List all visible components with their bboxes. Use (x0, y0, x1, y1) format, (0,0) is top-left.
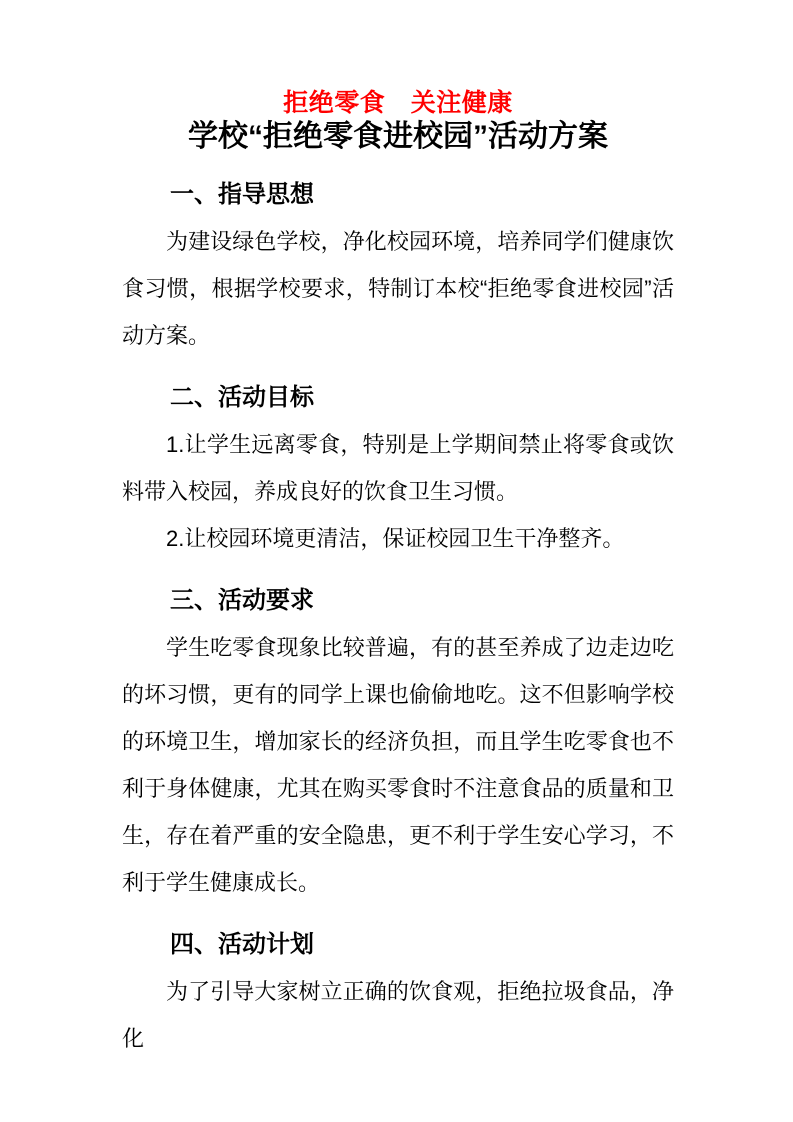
document-title: 学校“拒绝零食进校园”活动方案 (188, 120, 608, 153)
section-heading-3: 三、活动要求 (170, 587, 314, 614)
section-heading-2: 二、活动目标 (170, 384, 314, 411)
paragraph: 为建设绿色学校，净化校园环境，培养同学们健康饮食习惯，根据学校要求，特制订本校“拒绝零食进校园”活动方案。 (122, 229, 674, 348)
paragraph: 学生吃零食现象比较普遍，有的甚至养成了边走边吃的坏习惯，更有的同学上课也偷偷地吃。这不但影响学校的环境卫生，增加家长的经济负担，而且学生吃零食也不利于身体健康，尤其在购买零食时不注意食品的质量和卫生，存在着严重的安全隐患，更不利于学生安心学习，不利于学生健康成长。 (122, 635, 674, 895)
section-activity-goals (122, 374, 674, 562)
section-activity-plan (122, 921, 674, 1062)
paragraph: 2.让校园环境更清洁，保证校园卫生干净整齐。 (166, 526, 625, 551)
section-activity-requirements (122, 577, 674, 906)
paragraph: 1.让学生远离零食，特别是上学期间禁止将零食或饮料带入校园，养成良好的饮食卫生习惯。 (122, 432, 674, 504)
section-heading-1: 一、指导思想 (170, 181, 314, 208)
section-guiding-ideology (122, 171, 674, 359)
section-heading-4: 四、活动计划 (170, 931, 314, 958)
paragraph: 为了引导大家树立正确的饮食观，拒绝拉圾食品，净化 (122, 979, 674, 1051)
banner-title: 拒绝零食 关注健康 (283, 89, 513, 117)
